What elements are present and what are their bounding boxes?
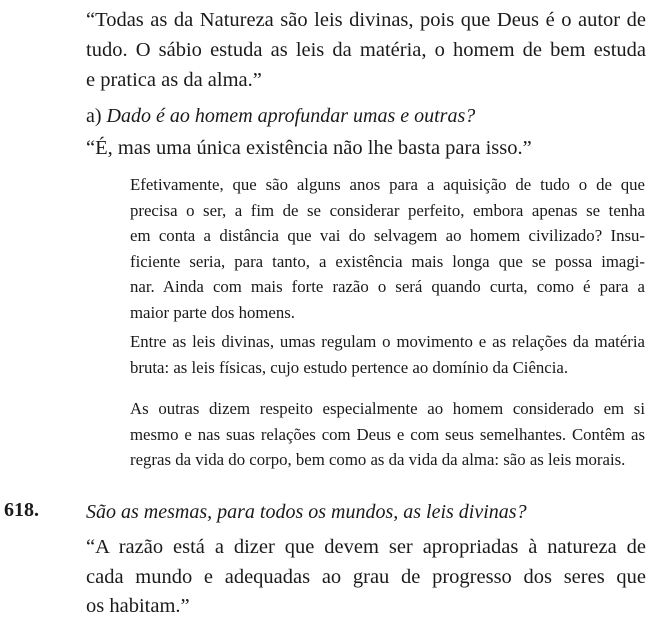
text-line: Efetivamente, que são alguns anos para a aquisição de tudo o de que <box>130 175 645 194</box>
text-line: regras da vida do corpo, bem como as da vida da alma: são as leis morais. <box>130 450 626 470</box>
commentary-paragraph-2 <box>130 329 645 380</box>
text-line: “Todas as da Natureza são leis divinas, pois que Deus é o autor de <box>86 9 646 31</box>
text-line: tudo. O sábio estuda as leis da matéria, o homem de bem estuda <box>86 39 646 61</box>
question-text: Dado é ao homem aprofundar umas e outras? <box>106 105 476 127</box>
text-line: bruta: as leis físicas, cujo estudo pertence ao domínio da Ciência. <box>130 357 569 377</box>
text-line: Entre as leis divinas, umas regulam o movimento e as relações da matéria <box>130 332 645 351</box>
answer-a: “É, mas uma única existência não lhe basta para isso.” <box>86 137 532 159</box>
text-line: ficiente seria, para tanto, a existência mais longa que se possa imagi- <box>130 251 645 271</box>
text-line: nar. Ainda com mais forte razão o será quando curta, como é para a <box>130 277 645 297</box>
question-number: 618. <box>4 499 39 521</box>
commentary-paragraph-1 <box>130 172 645 326</box>
text-line: cada mundo e adequadas ao grau de progresso dos seres que <box>86 565 646 588</box>
quote-paragraph <box>86 5 646 95</box>
answer-618 <box>86 533 646 622</box>
text-line: maior parte dos homens. <box>130 302 295 322</box>
text-line: e pratica as da alma.” <box>86 69 262 91</box>
text-line: em conta a distância que vai do selvagem ao homem civilizado? Insu- <box>130 226 645 246</box>
text-line: precisa o ser, a fim de se considerar perfeito, embora apenas se tenha <box>130 200 645 220</box>
text-line: mesmo e nas suas relações com Deus e com seus semelhantes. Contêm as <box>130 424 645 444</box>
commentary-paragraph-3 <box>130 396 645 473</box>
question-marker: a) <box>86 105 102 127</box>
text-line: As outras dizem respeito especialmente ao homem considerado em si <box>130 399 645 418</box>
text-line: “A razão está a dizer que devem ser apropriadas à natureza de <box>86 536 646 558</box>
question-618-text: São as mesmas, para todos os mundos, as leis divinas? <box>86 501 527 523</box>
text-line: os habitam.” <box>86 595 190 617</box>
question-a <box>86 101 475 131</box>
